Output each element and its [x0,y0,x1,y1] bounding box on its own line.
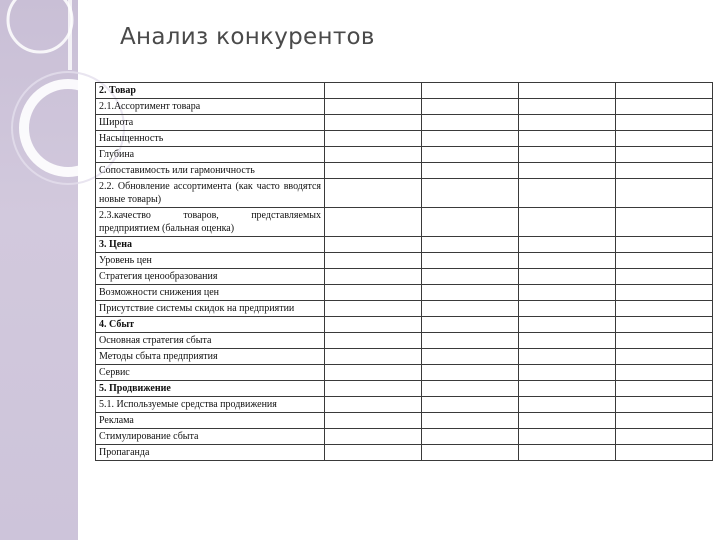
row-label: 2.1.Ассортимент товара [96,99,325,115]
table-row [96,317,713,333]
empty-cell [616,381,713,397]
empty-cell [519,349,616,365]
table-row [96,333,713,349]
empty-cell [519,83,616,99]
empty-cell [325,285,422,301]
empty-cell [325,208,422,237]
table-row [96,115,713,131]
empty-cell [519,445,616,461]
empty-cell [616,269,713,285]
row-label: Реклама [96,413,325,429]
row-label: Возможности снижения цен [96,285,325,301]
row-label: 5. Продвижение [96,381,325,397]
empty-cell [422,147,519,163]
row-label: 2. Товар [96,83,325,99]
empty-cell [519,317,616,333]
empty-cell [325,349,422,365]
empty-cell [422,413,519,429]
empty-cell [325,413,422,429]
empty-cell [422,131,519,147]
empty-cell [519,237,616,253]
table-row [96,285,713,301]
empty-cell [422,301,519,317]
table-row [96,413,713,429]
row-label: Стратегия ценообразования [96,269,325,285]
row-label: Глубина [96,147,325,163]
empty-cell [616,253,713,269]
empty-cell [616,208,713,237]
empty-cell [519,253,616,269]
empty-cell [422,381,519,397]
empty-cell [422,365,519,381]
empty-cell [519,179,616,208]
empty-cell [616,179,713,208]
row-label: 4. Сбыт [96,317,325,333]
empty-cell [422,253,519,269]
table-row [96,237,713,253]
empty-cell [519,147,616,163]
empty-cell [422,83,519,99]
empty-cell [519,333,616,349]
empty-cell [616,83,713,99]
table-row [96,208,713,237]
row-label: Пропаганда [96,445,325,461]
table-row [96,163,713,179]
empty-cell [616,147,713,163]
table-row [96,253,713,269]
empty-cell [422,349,519,365]
empty-cell [616,445,713,461]
empty-cell [519,208,616,237]
row-label: 2.3.качество товаров, представляемых предприятием (бальная оценка) [96,208,325,237]
empty-cell [325,163,422,179]
empty-cell [616,115,713,131]
table-row [96,445,713,461]
empty-cell [616,301,713,317]
empty-cell [422,179,519,208]
empty-cell [616,397,713,413]
empty-cell [325,83,422,99]
empty-cell [616,163,713,179]
table-row [96,365,713,381]
row-label: Основная стратегия сбыта [96,333,325,349]
row-label: Присутствие системы скидок на предприятии [96,301,325,317]
table-row [96,179,713,208]
empty-cell [519,115,616,131]
empty-cell [325,333,422,349]
table-row [96,83,713,99]
table-row [96,147,713,163]
row-label: 2.2. Обновление ассортимента (как часто вводятся новые товары) [96,179,325,208]
row-label: Стимулирование сбыта [96,429,325,445]
table-row [96,131,713,147]
empty-cell [422,285,519,301]
empty-cell [616,131,713,147]
empty-cell [519,397,616,413]
row-label: Сервис [96,365,325,381]
empty-cell [519,163,616,179]
empty-cell [325,131,422,147]
empty-cell [519,269,616,285]
table-row [96,99,713,115]
row-label: Широта [96,115,325,131]
row-label: Уровень цен [96,253,325,269]
empty-cell [325,381,422,397]
row-label: 3. Цена [96,237,325,253]
row-label: Методы сбыта предприятия [96,349,325,365]
row-label: Насыщенность [96,131,325,147]
empty-cell [519,429,616,445]
empty-cell [422,429,519,445]
empty-cell [422,445,519,461]
empty-cell [325,237,422,253]
empty-cell [616,333,713,349]
slide-title: Анализ конкурентов [120,24,375,50]
empty-cell [325,253,422,269]
empty-cell [325,115,422,131]
row-label: 5.1. Используемые средства продвижения [96,397,325,413]
empty-cell [325,365,422,381]
empty-cell [616,317,713,333]
table-row [96,381,713,397]
table-row [96,301,713,317]
empty-cell [616,413,713,429]
empty-cell [325,269,422,285]
empty-cell [519,301,616,317]
empty-cell [325,147,422,163]
empty-cell [519,381,616,397]
empty-cell [616,237,713,253]
table-row [96,349,713,365]
empty-cell [325,301,422,317]
empty-cell [325,397,422,413]
empty-cell [616,429,713,445]
empty-cell [325,429,422,445]
empty-cell [325,445,422,461]
empty-cell [325,179,422,208]
table-row [96,269,713,285]
empty-cell [422,99,519,115]
empty-cell [519,365,616,381]
empty-cell [325,99,422,115]
empty-cell [519,99,616,115]
competitor-analysis-table [95,82,713,461]
empty-cell [422,163,519,179]
empty-cell [422,237,519,253]
empty-cell [325,317,422,333]
row-label: Сопоставимость или гармоничность [96,163,325,179]
table-row [96,397,713,413]
table-row [96,429,713,445]
empty-cell [422,333,519,349]
empty-cell [519,131,616,147]
empty-cell [519,413,616,429]
empty-cell [519,285,616,301]
empty-cell [422,115,519,131]
empty-cell [616,285,713,301]
empty-cell [616,365,713,381]
empty-cell [422,269,519,285]
empty-cell [422,397,519,413]
empty-cell [422,208,519,237]
empty-cell [422,317,519,333]
empty-cell [616,99,713,115]
empty-cell [616,349,713,365]
